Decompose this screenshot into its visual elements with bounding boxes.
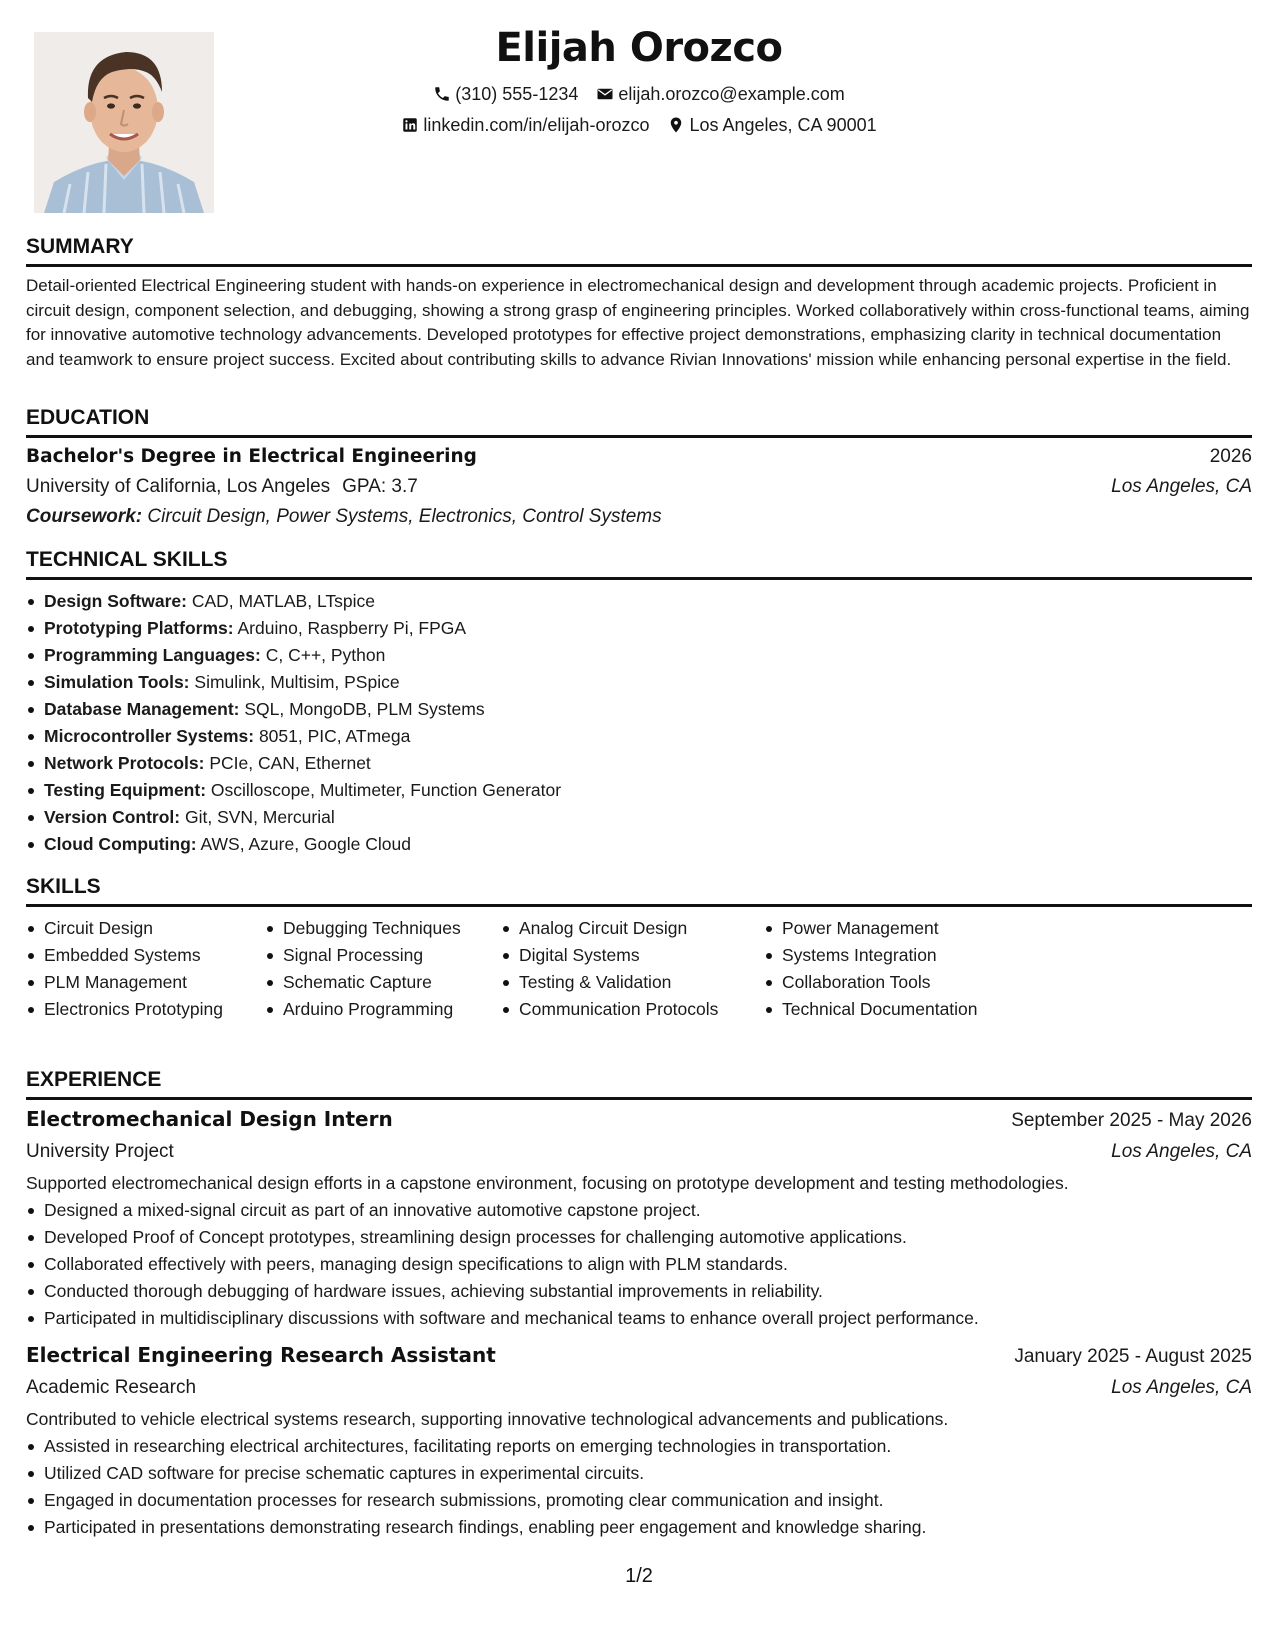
skills-column bbox=[26, 915, 265, 1023]
list-item: Communication Protocols bbox=[501, 996, 764, 1023]
skills-section bbox=[26, 874, 1252, 1023]
job-dates: January 2025 - August 2025 bbox=[1014, 1346, 1252, 1367]
list-item: Arduino Programming bbox=[265, 996, 501, 1023]
list-item: Digital Systems bbox=[501, 942, 764, 969]
list-item: Engaged in documentation processes for research submissions, promoting clear communication and insight. bbox=[26, 1487, 1252, 1514]
list-item: Systems Integration bbox=[764, 942, 1024, 969]
list-item: Testing & Validation bbox=[501, 969, 764, 996]
list-item: Technical Documentation bbox=[764, 996, 1024, 1023]
envelope-icon bbox=[596, 85, 614, 103]
section-title-technical-skills: TECHNICAL SKILLS bbox=[26, 548, 228, 571]
section-title-summary: SUMMARY bbox=[26, 235, 134, 258]
list-item: Network Protocols: PCIe, CAN, Ethernet bbox=[26, 750, 1252, 777]
education-row-2 bbox=[26, 472, 1252, 502]
section-title-skills: SKILLS bbox=[26, 875, 101, 898]
list-item: PLM Management bbox=[26, 969, 265, 996]
section-divider bbox=[26, 577, 1252, 580]
list-item: Participated in presentations demonstrating research findings, enabling peer engagement and knowledge sharing. bbox=[26, 1514, 1252, 1541]
job-subheader bbox=[26, 1372, 1252, 1403]
school-line bbox=[26, 472, 418, 502]
list-item: Collaboration Tools bbox=[764, 969, 1024, 996]
contact-phone: (310) 555-1234 bbox=[433, 83, 578, 105]
list-item: Designed a mixed-signal circuit as part of an innovative automotive capstone project. bbox=[26, 1197, 1252, 1224]
list-item: Version Control: Git, SVN, Mercurial bbox=[26, 804, 1252, 831]
contact-location: Los Angeles, CA 90001 bbox=[667, 114, 876, 136]
list-item: Embedded Systems bbox=[26, 942, 265, 969]
list-item: Analog Circuit Design bbox=[501, 915, 764, 942]
list-item: Testing Equipment: Oscilloscope, Multimeter, Function Generator bbox=[26, 777, 1252, 804]
job-header bbox=[26, 1104, 1252, 1136]
coursework-label: Coursework: bbox=[26, 506, 143, 527]
linkedin-icon bbox=[401, 116, 419, 134]
graduation-year: 2026 bbox=[1209, 446, 1252, 467]
list-item: Circuit Design bbox=[26, 915, 265, 942]
job-title: Electrical Engineering Research Assistant bbox=[26, 1343, 496, 1367]
technical-skills-list bbox=[26, 588, 1252, 858]
skills-grid bbox=[26, 915, 1252, 1023]
section-divider bbox=[26, 1097, 1252, 1100]
job-entry bbox=[26, 1340, 1252, 1541]
section-divider bbox=[26, 264, 1252, 267]
job-bullets bbox=[26, 1197, 1252, 1332]
degree-name: Bachelor's Degree in Electrical Engineering bbox=[26, 446, 477, 467]
job-title: Electromechanical Design Intern bbox=[26, 1107, 393, 1131]
contact-linkedin[interactable]: linkedin.com/in/elijah-orozco bbox=[401, 114, 649, 136]
gpa: GPA: 3.7 bbox=[342, 476, 418, 497]
map-pin-icon bbox=[667, 116, 685, 134]
job-description: Supported electromechanical design efforts in a capstone environment, focusing on prototype development and testing methodologies. bbox=[26, 1173, 1069, 1193]
list-item: Signal Processing bbox=[265, 942, 501, 969]
summary-section bbox=[26, 234, 1252, 372]
list-item: Power Management bbox=[764, 915, 1024, 942]
experience-section bbox=[26, 1067, 1252, 1541]
candidate-name: Elijah Orozco bbox=[495, 25, 783, 71]
resume-page bbox=[26, 0, 1252, 1650]
technical-skills-section bbox=[26, 547, 1252, 858]
list-item: Microcontroller Systems: 8051, PIC, ATmega bbox=[26, 723, 1252, 750]
list-item: Debugging Techniques bbox=[265, 915, 501, 942]
list-item: Database Management: SQL, MongoDB, PLM Systems bbox=[26, 696, 1252, 723]
list-item: Assisted in researching electrical architectures, facilitating reports on emerging technologies in transportation. bbox=[26, 1433, 1252, 1460]
coursework bbox=[26, 502, 1252, 532]
section-divider bbox=[26, 904, 1252, 907]
section-title-experience: EXPERIENCE bbox=[26, 1068, 162, 1091]
job-header bbox=[26, 1340, 1252, 1372]
list-item: Electronics Prototyping bbox=[26, 996, 265, 1023]
list-item: Design Software: CAD, MATLAB, LTspice bbox=[26, 588, 1252, 615]
list-item: Programming Languages: C, C++, Python bbox=[26, 642, 1252, 669]
list-item: Simulation Tools: Simulink, Multisim, PSpice bbox=[26, 669, 1252, 696]
list-item: Developed Proof of Concept prototypes, streamlining design processes for challenging automotive applications. bbox=[26, 1224, 1252, 1251]
school-location: Los Angeles, CA bbox=[1111, 476, 1252, 497]
list-item: Conducted thorough debugging of hardware issues, achieving substantial improvements in reliability. bbox=[26, 1278, 1252, 1305]
skills-column bbox=[501, 915, 764, 1023]
job-location: Los Angeles, CA bbox=[1111, 1141, 1252, 1162]
list-item: Schematic Capture bbox=[265, 969, 501, 996]
job-subheader bbox=[26, 1136, 1252, 1167]
skills-column bbox=[265, 915, 501, 1023]
job-location: Los Angeles, CA bbox=[1111, 1377, 1252, 1398]
contact-email[interactable]: elijah.orozco@example.com bbox=[596, 83, 844, 105]
list-item: Cloud Computing: AWS, Azure, Google Cloud bbox=[26, 831, 1252, 858]
list-item: Prototyping Platforms: Arduino, Raspberry Pi, FPGA bbox=[26, 615, 1252, 642]
job-bullets bbox=[26, 1433, 1252, 1541]
school-name: University of California, Los Angeles bbox=[26, 476, 331, 497]
coursework-list: Circuit Design, Power Systems, Electronics, Control Systems bbox=[147, 506, 662, 527]
education-section bbox=[26, 405, 1252, 532]
list-item: Utilized CAD software for precise schematic captures in experimental circuits. bbox=[26, 1460, 1252, 1487]
section-divider bbox=[26, 435, 1252, 438]
job-entry bbox=[26, 1104, 1252, 1332]
contact-line-1 bbox=[26, 83, 1252, 105]
education-row-1 bbox=[26, 442, 1252, 472]
job-dates: September 2025 - May 2026 bbox=[1011, 1110, 1252, 1131]
phone-icon bbox=[433, 85, 451, 103]
job-organization: University Project bbox=[26, 1141, 174, 1162]
contact-line-2 bbox=[26, 114, 1252, 136]
job-description: Contributed to vehicle electrical systems research, supporting innovative technological advancements and publications. bbox=[26, 1409, 949, 1429]
job-organization: Academic Research bbox=[26, 1377, 197, 1398]
list-item: Collaborated effectively with peers, managing design specifications to align with PLM standards. bbox=[26, 1251, 1252, 1278]
skills-column bbox=[764, 915, 1024, 1023]
resume-header bbox=[26, 22, 1252, 136]
page-number: 1/2 bbox=[625, 1565, 653, 1587]
summary-text: Detail-oriented Electrical Engineering student with hands-on experience in electromechanical design and development through academic projects. Proficient in circuit design, component selection, and debugging, showing a strong grasp of engineering principles. Worked collaboratively within cross-functional teams, aiming for innovative automotive technology advancements. Developed prototypes for effective project demonstrations, emphasizing clarity in technical documentation and teamwork to ensure project success. Excited about contributing skills to advance Rivian Innovations' mission while enhancing personal expertise in the field. bbox=[26, 276, 1250, 369]
list-item: Participated in multidisciplinary discussions with software and mechanical teams to enhance overall project performance. bbox=[26, 1305, 1252, 1332]
section-title-education: EDUCATION bbox=[26, 406, 150, 429]
